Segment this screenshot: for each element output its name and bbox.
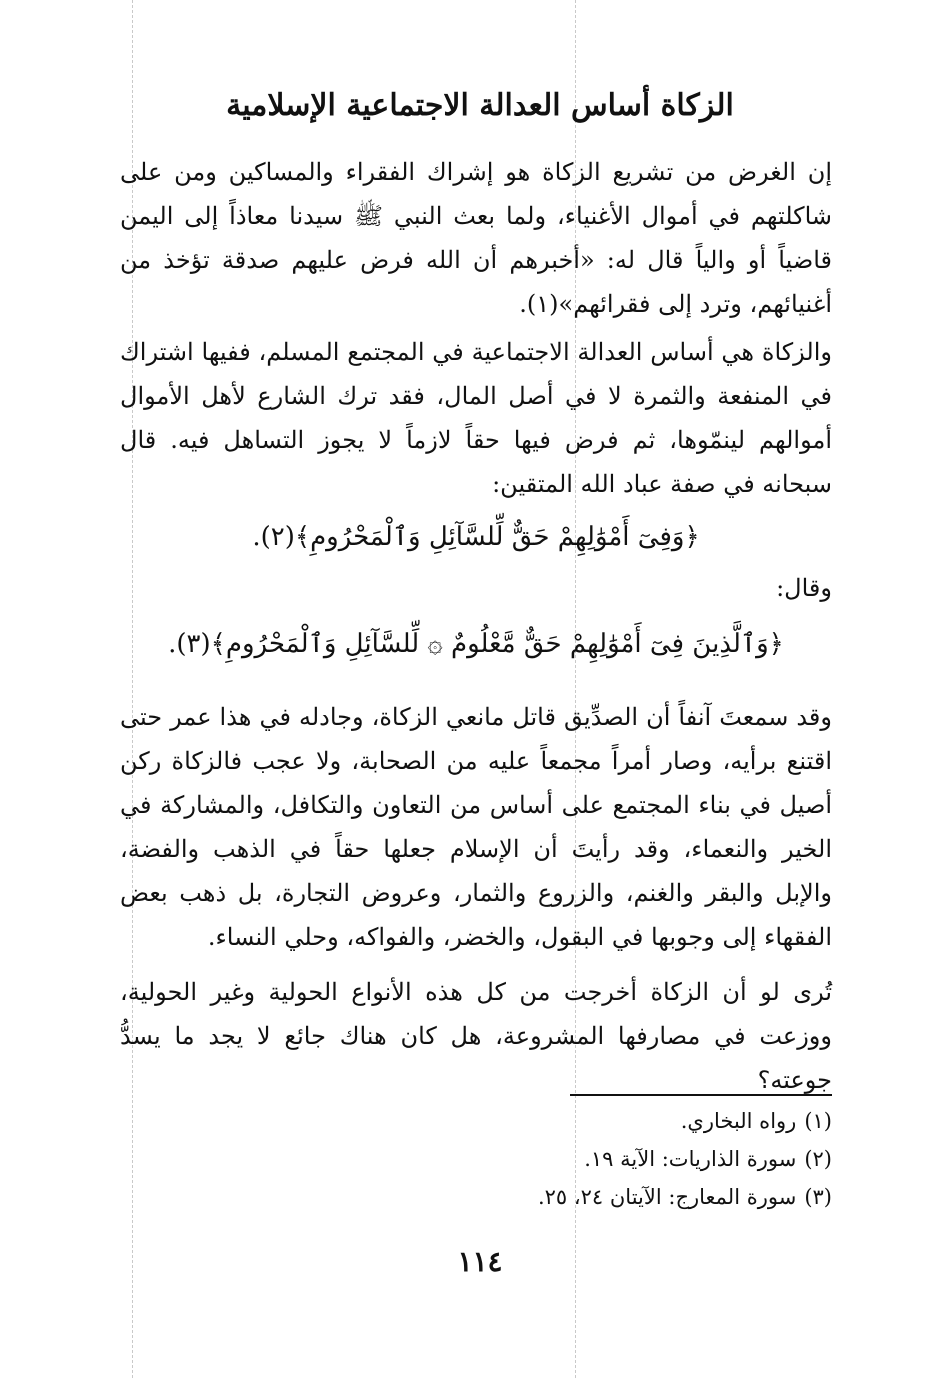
and-he-said-label: وقال: bbox=[776, 574, 832, 602]
page-number: ١١٤ bbox=[457, 1245, 503, 1278]
footnote-text: سورة الذاريات: الآية ١٩. bbox=[584, 1147, 797, 1171]
footnote-item bbox=[332, 1178, 832, 1216]
quran-verse-maarij: ﴿وَٱلَّذِينَ فِىٓ أَمْوَٰلِهِمْ حَقٌّ مَّعْلُومٌ ۞ لِّلسَّآئِلِ وَٱلْمَحْرُومِ﴾(٣). bbox=[168, 629, 784, 659]
footnote-text: سورة المعارج: الآيتان ٢٤، ٢٥. bbox=[537, 1185, 797, 1209]
paragraph-social-justice: والزكاة هي أساس العدالة الاجتماعية في المجتمع المسلم، ففيها اشتراك في المنفعة والثمرة لا في أصل المال، فقد ترك الشارع لأهل الأموال أموالهم لينمّوها، ثم فرض فيها حقاً لازماً لا يجوز التساهل فيه. قال سبحانه في صفة عباد الله المتقين: bbox=[120, 338, 832, 498]
footnote-number: (٢) bbox=[804, 1147, 832, 1171]
footnote-divider bbox=[570, 1094, 832, 1096]
paragraph-zakat-purpose: إن الغرض من تشريع الزكاة هو إشراك الفقراء والمساكين ومن على شاكلتهم في أموال الأغنياء، ولما بعث النبي ﷺ سيدنا معاذاً إلى اليمن قاضياً أو والياً قال له: «أخبرهم أن الله فرض عليهم صدقة تؤخذ من أغنيائهم، وترد إلى فقرائهم»(١). bbox=[120, 158, 832, 318]
footnote-item bbox=[332, 1102, 832, 1140]
footnotes-list bbox=[332, 1102, 832, 1216]
paragraph-abu-bakr: وقد سمعتَ آنفاً أن الصدِّيق قاتل مانعي الزكاة، وجادله في هذا عمر حتى اقتنع برأيه، وصار أمراً مجمعاً عليه من الصحابة، ولا عجب فالزكاة ركن أصيل في بناء المجتمع على أساس من التعاون والتكافل، والمشاركة في الخير والنعماء، وقد رأيتَ أن الإسلام جعلها حقاً في الذهب والفضة، والإبل والبقر والغنم، والزروع والثمار، وعروض التجارة، بل ذهب بعض الفقهاء إلى وجوبها في البقول، والخضر، والفواكه، وحلي النساء. bbox=[120, 703, 832, 951]
paragraph-question: تُرى لو أن الزكاة أخرجت من كل هذه الأنواع الحولية وغير الحولية، ووزعت في مصارفها المشروعة، هل كان هناك جائع لا يجد ما يسدُّ جوعته؟ bbox=[120, 978, 832, 1094]
footnote-text: رواه البخاري. bbox=[680, 1109, 797, 1133]
footnote-item bbox=[332, 1140, 832, 1178]
footnote-number: (٣) bbox=[804, 1185, 832, 1209]
page-title: الزكاة أساس العدالة الاجتماعية الإسلامية bbox=[226, 88, 734, 123]
footnote-number: (١) bbox=[804, 1109, 832, 1133]
quran-verse-dhariyat: ﴿وَفِىٓ أَمْوَٰلِهِمْ حَقٌّ لِّلسَّآئِلِ وَٱلْمَحْرُومِ﴾(٢). bbox=[252, 522, 700, 552]
